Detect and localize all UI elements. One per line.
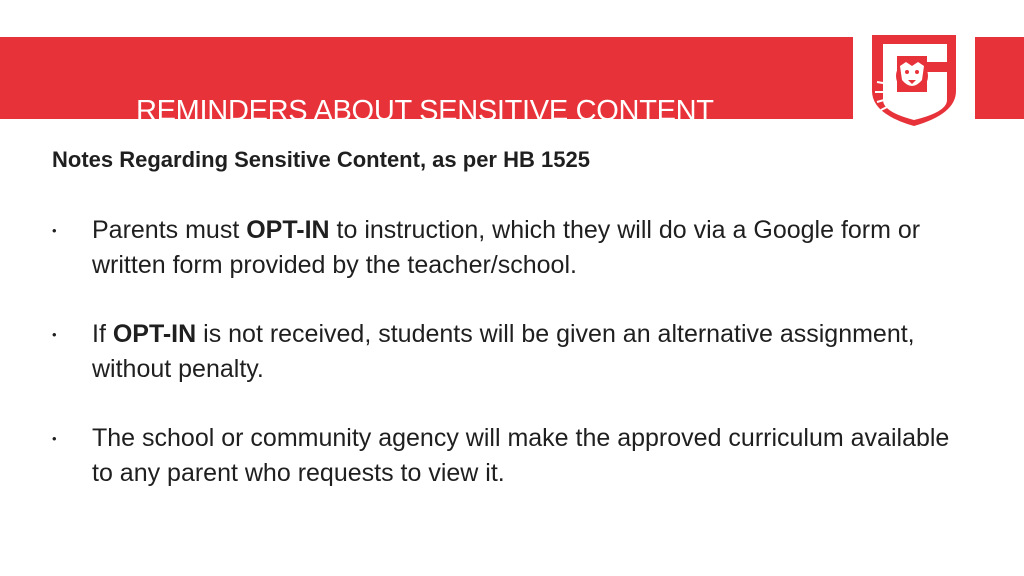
bullet-icon: • (52, 431, 57, 446)
opt-in-emphasis: OPT-IN (246, 216, 330, 244)
list-item (52, 317, 952, 387)
bullet-text: The school or community agency will make the approved curriculum available to any parent who requests to view it. (92, 424, 950, 487)
list-item (52, 421, 952, 491)
bullet-icon: • (52, 223, 57, 238)
lion-shield-icon (861, 22, 967, 134)
title-banner (0, 37, 853, 127)
opt-in-emphasis: OPT-IN (112, 320, 197, 348)
bullet-icon: • (52, 327, 57, 342)
subheading: Notes Regarding Sensitive Content, as per HB 1525 (52, 147, 590, 172)
banner-right-segment (975, 37, 1024, 119)
slide-title: REMINDERS ABOUT SENSITIVE CONTENT (136, 95, 714, 127)
bullet-text: If OPT-IN is not received, students will be given an alternative assignment, without penalty. (92, 320, 915, 383)
bullet-text: Parents must OPT-IN to instruction, which they will do via a Google form or written form provided by the teacher/school. (92, 216, 921, 279)
list-item (52, 213, 952, 283)
